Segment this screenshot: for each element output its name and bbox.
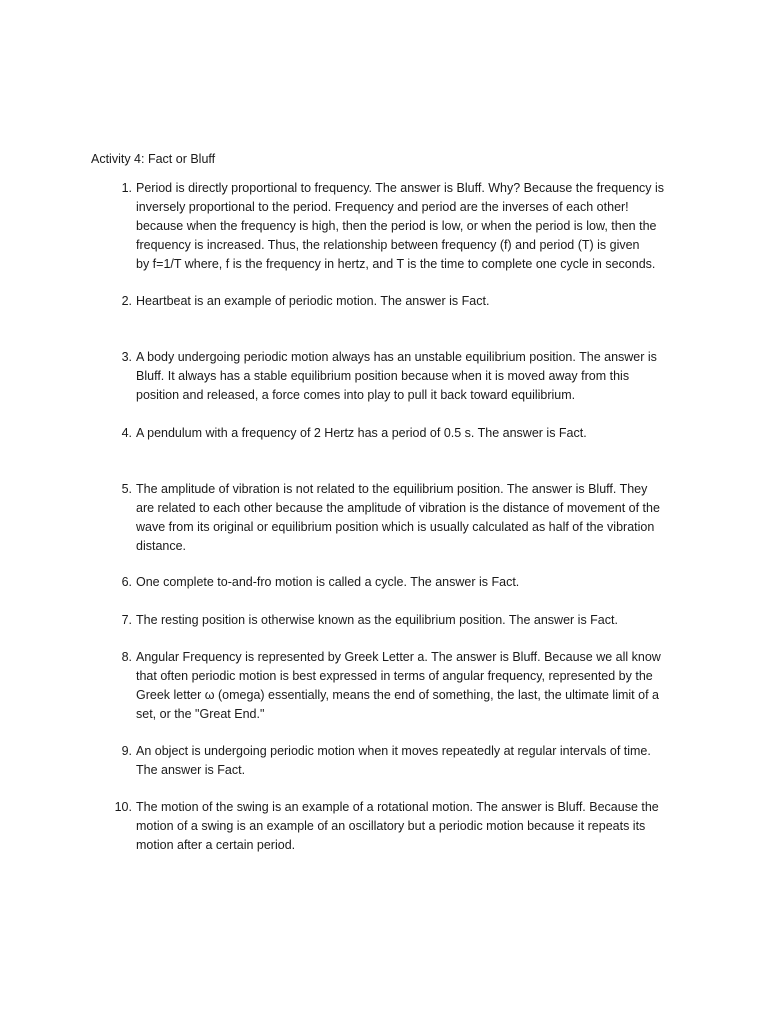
item-line: inversely proportional to the period. Frequency and period are the inverses of each other! — [136, 200, 629, 214]
item-line: Greek letter ω (omega) essentially, means the end of something, the last, the ultimate limit of a — [136, 688, 659, 702]
item-line: Bluff. It always has a stable equilibrium position because when it is moved away from this — [136, 369, 630, 383]
item-line: One complete to-and-fro motion is called a cycle. The answer is Fact. — [136, 575, 520, 589]
item-line: The amplitude of vibration is not related to the equilibrium position. The answer is Bluff. They — [136, 482, 648, 496]
item-number: 4. — [121, 426, 132, 440]
item-number: 5. — [121, 482, 132, 496]
item-number: 6. — [121, 575, 132, 589]
item-line: distance. — [136, 539, 187, 553]
item-line: are related to each other because the amplitude of vibration is the distance of movement of the — [136, 501, 660, 515]
item-number: 3. — [121, 350, 132, 364]
item-line: Heartbeat is an example of periodic motion. The answer is Fact. — [136, 294, 490, 308]
item-number: 8. — [121, 650, 132, 664]
item-line: Period is directly proportional to frequency. The answer is Bluff. Why? Because the frequency is — [136, 181, 665, 195]
item-line: frequency is increased. Thus, the relationship between frequency (f) and period (T) is given — [136, 238, 640, 252]
item-line: A pendulum with a frequency of 2 Hertz has a period of 0.5 s. The answer is Fact. — [136, 426, 587, 440]
item-line: because when the frequency is high, then the period is low, or when the period is low, then the — [136, 219, 657, 233]
item-line: wave from its original or equilibrium position which is usually calculated as half of the vibration — [136, 520, 655, 534]
item-number: 2. — [121, 294, 132, 308]
item-line: The motion of the swing is an example of a rotational motion. The answer is Bluff. Because the — [136, 800, 659, 814]
item-number: 7. — [121, 613, 132, 627]
item-number: 10. — [114, 800, 132, 814]
item-line: An object is undergoing periodic motion when it moves repeatedly at regular intervals of time. — [136, 744, 651, 758]
item-number: 9. — [121, 744, 132, 758]
item-line: Angular Frequency is represented by Greek Letter a. The answer is Bluff. Because we all know — [136, 650, 661, 664]
item-line: by f=1/T where, f is the frequency in hertz, and T is the time to complete one cycle in seconds. — [136, 257, 656, 271]
item-line: The resting position is otherwise known as the equilibrium position. The answer is Fact. — [136, 613, 618, 627]
item-line: motion after a certain period. — [136, 838, 296, 852]
item-line: motion of a swing is an example of an oscillatory but a periodic motion because it repeats its — [136, 819, 646, 833]
item-line: set, or the "Great End." — [136, 707, 265, 721]
item-number: 1. — [121, 181, 132, 195]
item-line: that often periodic motion is best expressed in terms of angular frequency, represented by the — [136, 669, 653, 683]
item-line: The answer is Fact. — [136, 763, 246, 777]
item-line: A body undergoing periodic motion always has an unstable equilibrium position. The answer is — [136, 350, 657, 364]
item-line: position and released, a force comes into play to pull it back toward equilibrium. — [136, 388, 576, 402]
activity-heading: Activity 4: Fact or Bluff — [91, 152, 216, 166]
